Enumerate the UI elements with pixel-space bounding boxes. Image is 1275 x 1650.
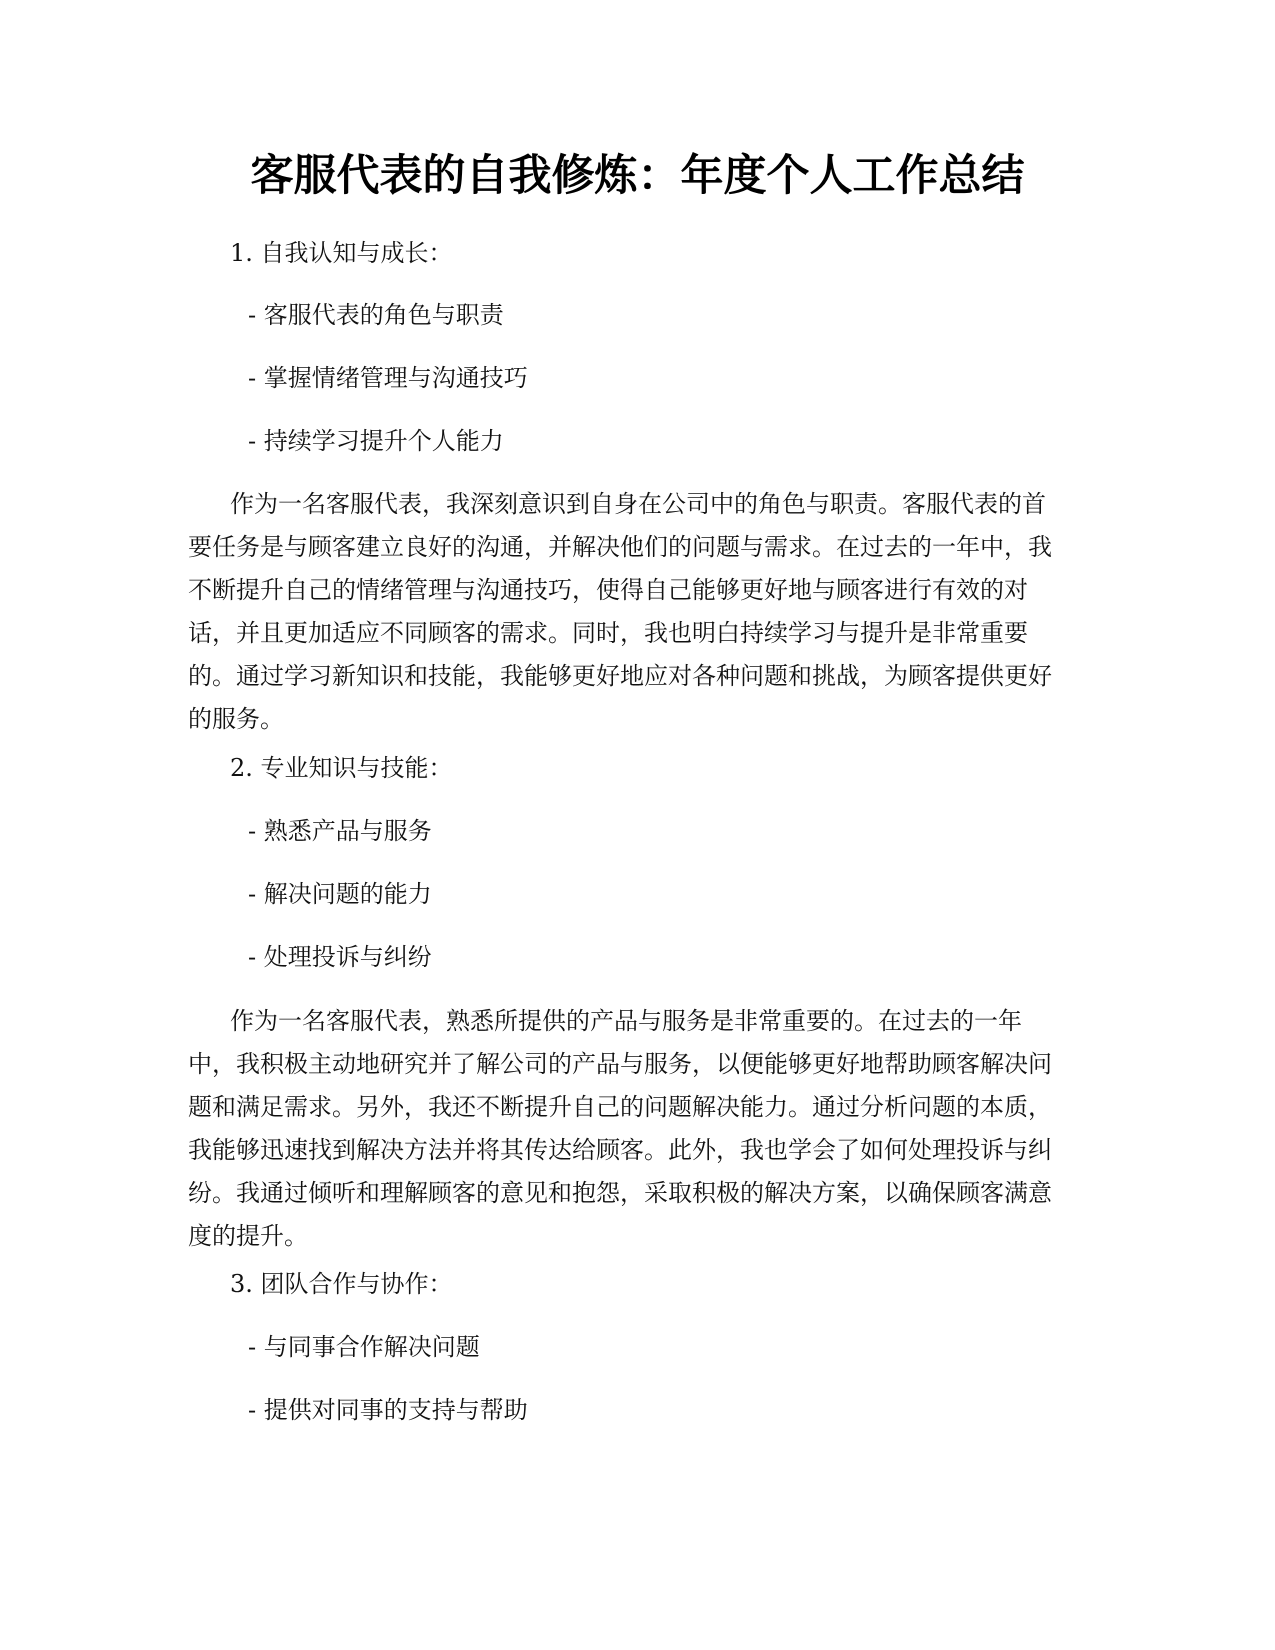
section-1-bullet-2: - 掌握情绪管理与沟通技巧 bbox=[248, 364, 528, 392]
section-1-paragraph bbox=[188, 483, 1088, 741]
paragraph-line: 纷。我通过倾听和理解顾客的意见和抱怨，采取积极的解决方案，以确保顾客满意 bbox=[188, 1179, 1052, 1207]
paragraph-line: 度的提升。 bbox=[188, 1222, 308, 1250]
section-1-bullet-3: - 持续学习提升个人能力 bbox=[248, 427, 504, 455]
section-3-bullet-2: - 提供对同事的支持与帮助 bbox=[248, 1396, 528, 1424]
section-2-bullet-3: - 处理投诉与纠纷 bbox=[248, 943, 432, 971]
section-2-bullet-1: - 熟悉产品与服务 bbox=[248, 817, 432, 845]
paragraph-line: 的服务。 bbox=[188, 705, 284, 733]
paragraph-line: 的。通过学习新知识和技能，我能够更好地应对各种问题和挑战，为顾客提供更好 bbox=[188, 662, 1052, 690]
paragraph-line: 不断提升自己的情绪管理与沟通技巧，使得自己能够更好地与顾客进行有效的对 bbox=[188, 576, 1028, 604]
paragraph-line: 话，并且更加适应不同顾客的需求。同时，我也明白持续学习与提升是非常重要 bbox=[188, 619, 1028, 647]
paragraph-line: 作为一名客服代表，我深刻意识到自身在公司中的角色与职责。客服代表的首 bbox=[230, 490, 1046, 518]
section-3-heading: 3. 团队合作与协作： bbox=[230, 1270, 453, 1298]
document-title: 客服代表的自我修炼：年度个人工作总结 bbox=[250, 151, 1025, 201]
section-2-paragraph bbox=[188, 1000, 1088, 1258]
paragraph-line: 要任务是与顾客建立良好的沟通，并解决他们的问题与需求。在过去的一年中，我 bbox=[188, 533, 1052, 561]
paragraph-line: 中，我积极主动地研究并了解公司的产品与服务，以便能够更好地帮助顾客解决问 bbox=[188, 1050, 1052, 1078]
paragraph-line: 题和满足需求。另外，我还不断提升自己的问题解决能力。通过分析问题的本质， bbox=[188, 1093, 1052, 1121]
paragraph-line: 我能够迅速找到解决方法并将其传达给顾客。此外，我也学会了如何处理投诉与纠 bbox=[188, 1136, 1052, 1164]
section-3-bullet-1: - 与同事合作解决问题 bbox=[248, 1333, 480, 1361]
section-2-bullet-2: - 解决问题的能力 bbox=[248, 880, 432, 908]
section-2-heading: 2. 专业知识与技能： bbox=[230, 754, 453, 782]
paragraph-line: 作为一名客服代表，熟悉所提供的产品与服务是非常重要的。在过去的一年 bbox=[230, 1007, 1022, 1035]
section-1-heading: 1. 自我认知与成长： bbox=[230, 239, 453, 267]
section-1-bullet-1: - 客服代表的角色与职责 bbox=[248, 301, 504, 329]
